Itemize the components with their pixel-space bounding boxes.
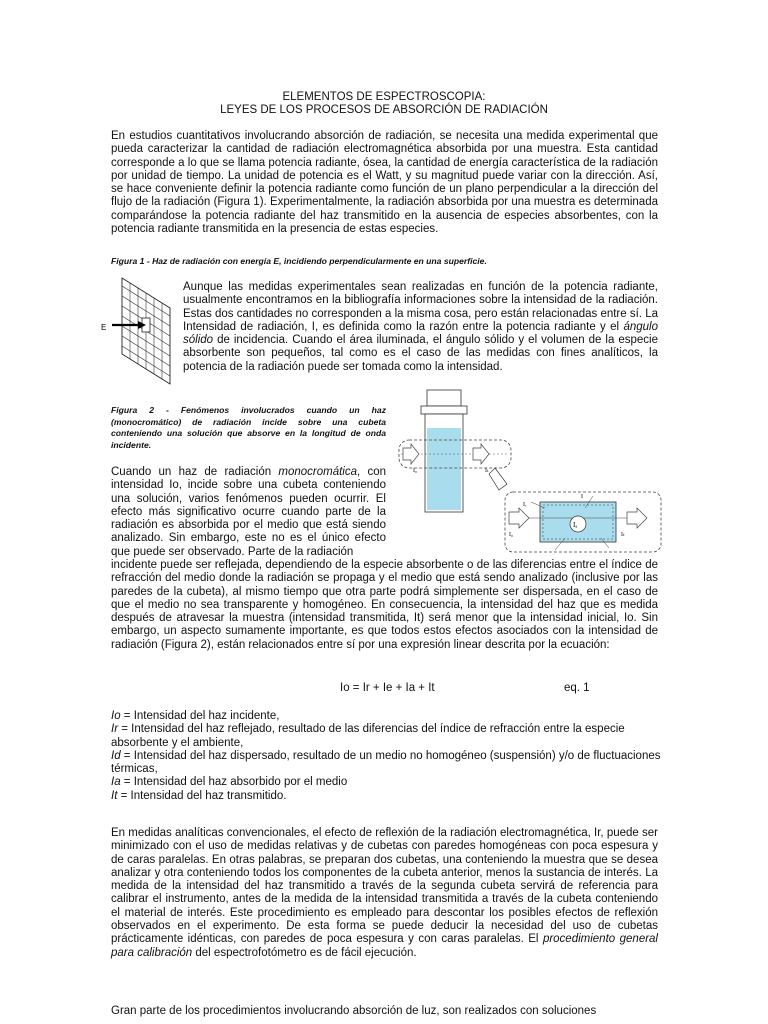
paragraph-5: Gran parte de los procedimientos involucrando absorción de luz, son realizados con soluciones [111, 1005, 597, 1017]
figure-2-label-i0-top: I₀ [413, 468, 418, 474]
figure-1-caption: Figura 1 - Haz de radiación con energía E, incidiendo perpendicularmente en una superficie. [111, 256, 487, 266]
figure-2-label-id: I [581, 494, 583, 500]
paragraph-3-continuation: incidente puede ser reflejada, dependiendo de la especie absorbente o de las diferencias entre el índice de refracción del medio donde la radiación se propaga y el medio que está sendo analizado (inclusive por las paredes de la cubeta), al mismo tiempo que otra parte podrá simplemente ser dispersada, en el caso de que el medio no sea transparente y homogéneo. En consecuencia, la intensidad del haz que es medida después de atravesar la muestra (intensidad transmitida, It) será menor que la intensidad inicial, Io. Sin embargo, un aspecto sumamente importante, es que todos estos efectos asociados con la intensidad de radiación (Figura 2), están relacionados entre sí por una expresión linear descrita por la ecuación: [111, 559, 658, 651]
definition-ia: Ia = Intensidad del haz absorbido por el medio [111, 776, 348, 789]
figure-1-label-e: E [101, 323, 107, 332]
figure-1-illustration [100, 272, 180, 390]
figure-2-label-ia: Iₐ [573, 521, 578, 529]
equation-1-label: eq. 1 [564, 682, 590, 694]
title-line-1: ELEMENTOS DE ESPECTROSCOPIA: [282, 91, 486, 103]
paragraph-3-start: Cuando un haz de radiación monocromática, con intensidad Io, incide sobre una cubeta conteniendo una solución, varios fenómenos pueden ocurrir. El efecto más significativo ocurre cuando parte de la radiación es absorbida por el medio que está siendo analizado. Sin embargo, este no es el único efecto que puede ser observado. Parte de la radiación [111, 466, 386, 558]
definition-io: Io = Intensidad del haz incidente, [111, 710, 280, 722]
figure-2-illustration [395, 388, 665, 556]
figure-2-label-i0: I₀ [509, 532, 514, 538]
definition-ir: Ir = Intensidad del haz reflejado, resultado de las diferencias del índice de refracción entre la especie absorbente y el ambiente, [111, 723, 625, 749]
definition-id: Id = Intensidad del haz dispersado, resultado de un medio no homogéneo (suspensión) y/o de fluctuaciones térmicas, [111, 749, 661, 776]
figure-2-label-it-top: Iₜ [485, 468, 489, 474]
title-line-2: LEYES DE LOS PROCESOS DE ABSORCIÓN DE RADIACIÓN [220, 104, 548, 116]
paragraph-4: En medidas analíticas convencionales, el efecto de reflexión de la radiación electromagnética, Ir, puede ser minimizado con el uso de medidas relativas y de cubetas con paredes homogéneas con poca espesura y de caras paralelas. En otras palabras, se preparan dos cubetas, una conteniendo la muestra que se desea analizar y otra conteniendo todos los componentes de la cubeta anterior, menos la sustancia de interés. La medida de la intensidad del haz transmitido a través de la segunda cubeta servirá de referencia para calibrar el instrumento, antes de la medida de la intensidad transmitida a través de la cubeta conteniendo el material de interés. Este procedimiento es empleado para descontar los posibles efectos de reflexión observados en el experimento. De esta forma se puede deducir la necesidad del uso de cubetas prácticamente idénticas, con paredes de poca espesura y con caras paralelas. El procedimiento general para calibración del espectrofotómetro es de fácil ejecución. [111, 827, 658, 959]
figure-2-label-ir: Iᵣ [523, 502, 527, 508]
paragraph-2: Aunque las medidas experimentales sean realizadas en función de la potencia radiante, usualmente encontramos en la bibliografía informaciones sobre la intensidad de la radiación. Estas dos cantidades no corresponden a la misma cosa, pero están relacionadas entre sí. La Intensidad de radiación, I, es definida como la razón entre la potencia radiante y el ángulo sólido de incidencia. Cuando el área iluminada, el ángulo sólido y el volumen de la especie absorbente son pequeños, tal como es el caso de las medidas con fines analíticos, la potencia de la radiación puede ser tomada como la intensidad. [183, 281, 658, 373]
definitions-list [111, 710, 671, 803]
figure-2-caption: Figura 2 - Fenómenos involucrados cuando un haz (monocromático) de radiación incide sobre una cubeta conteniendo una solución que absorve en la longitud de onda incidente. [111, 405, 386, 451]
figure-2-label-it: Iₜ [621, 532, 625, 538]
definition-it: It = Intensidad del haz transmitido. [111, 789, 287, 802]
equation-1: Io = Ir + Ie + Ia + It [340, 682, 435, 694]
paragraph-1: En estudios cuantitativos involucrando absorción de radiación, se necesita una medida experimental que pueda caracterizar la cantidad de radiación electromagnética absorbida por una muestra. Esta cantidad corresponde a lo que se llama potencia radiante, ósea, la cantidad de energía característica de la radiación por unidad de tiempo. La unidad de potencia es el Watt, y su magnitud puede variar con la dirección. Así, se hace conveniente definir la potencia radiante como función de un plano perpendicular a la dirección del flujo de la radiación (Figura 1). Experimentalmente, la radiación absorbida por una muestra es determinada comparándose la potencia radiante del haz transmitido en la ausencia de especies absorbentes, con la potencia radiante transmitida en la presencia de estas especies. [111, 130, 658, 236]
